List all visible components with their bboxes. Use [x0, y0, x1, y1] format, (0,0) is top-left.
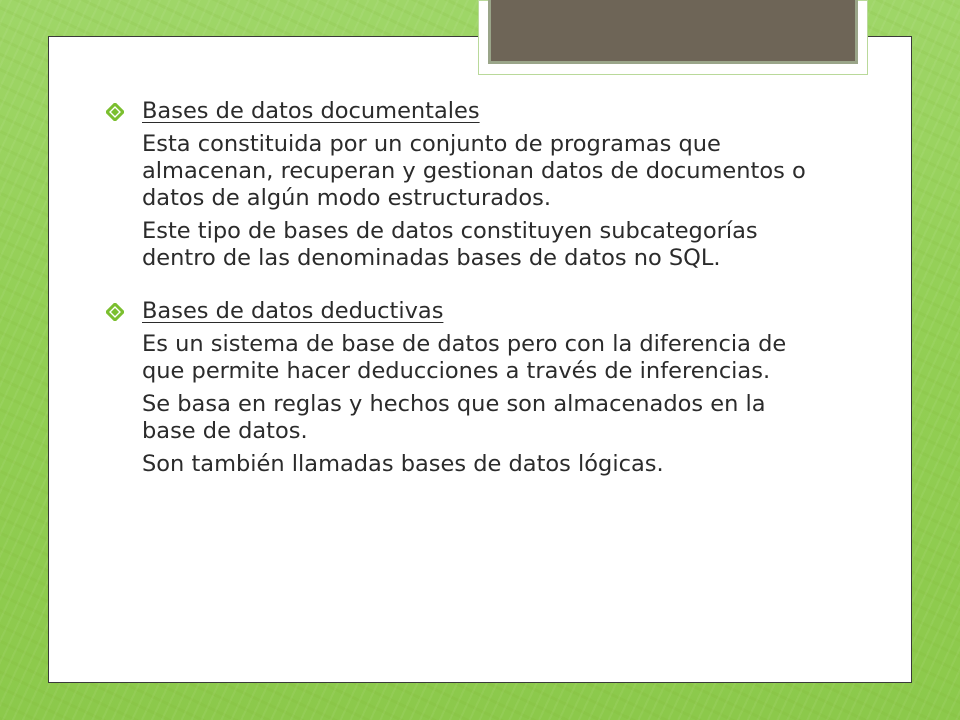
section-heading-text: Bases de datos documentales: [142, 98, 480, 124]
title-box: [488, 0, 858, 64]
section-heading-documentales: [106, 98, 826, 125]
section-heading-text: Bases de datos deductivas: [142, 298, 444, 324]
paragraph: Esta constituida por un conjunto de programas que almacenan, recuperan y gestionan datos de documentos o datos de algún modo estructurados.: [142, 131, 806, 211]
paragraph: Son también llamadas bases de datos lógicas.: [142, 451, 664, 477]
section-heading-deductivas: [106, 298, 826, 325]
paragraph: Se basa en reglas y hechos que son almacenados en la base de datos.: [142, 391, 766, 444]
section-spacer: [106, 272, 826, 298]
slide-body: [106, 98, 826, 478]
diamond-bullet-icon: [106, 303, 124, 321]
paragraph: Es un sistema de base de datos pero con la diferencia de que permite hacer deducciones a través de inferencias.: [142, 331, 787, 384]
paragraph: Este tipo de bases de datos constituyen subcategorías dentro de las denominadas bases de datos no SQL.: [142, 218, 758, 271]
diamond-bullet-icon: [106, 103, 124, 121]
